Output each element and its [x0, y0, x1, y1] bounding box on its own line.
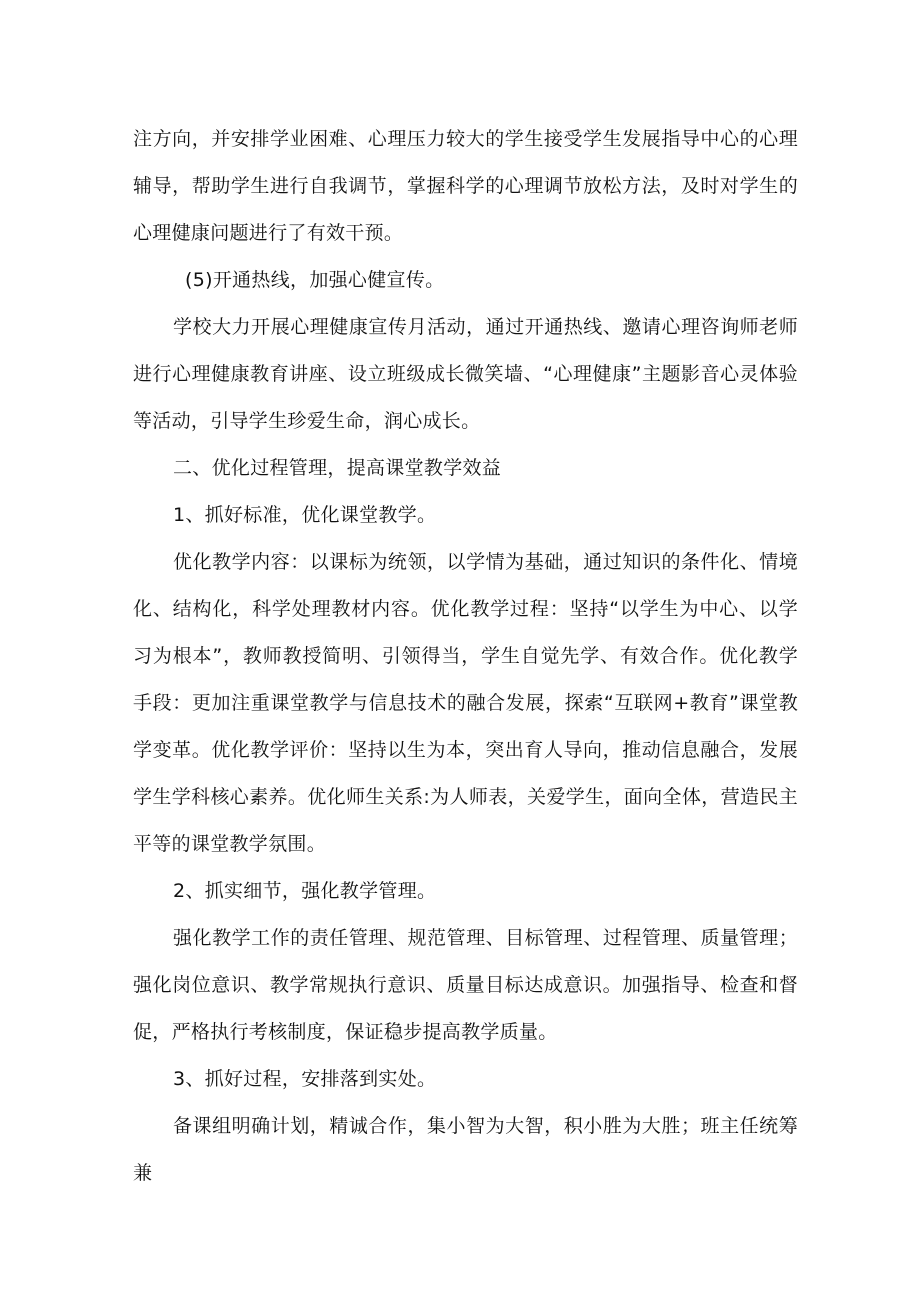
paragraph-mental-health-month: 学校大力开展心理健康宣传月活动，通过开通热线、邀请心理咨询师老师进行心理健康教育讲座、设立班级成长微笑墙、“心理健康”主题影音心灵体验等活动，引导学生珍爱生命，润心成长。	[133, 316, 798, 432]
subheading-process: 3、抓好过程，安排落到实处。	[173, 1068, 437, 1090]
paragraph-optimize-teaching: 优化教学内容：以课标为统领，以学情为基础，通过知识的条件化、情境化、结构化，科学处理教材内容。优化教学过程：坚持“以学生为中心、以学习为根本”，教师教授简明、引领得当，学生自觉先学、有效合作。优化教学手段：更加注重课堂教学与信息技术的融合发展，探索“互联网+教育”课堂教学变革。优化教学评价：坚持以生为本，突出育人导向，推动信息融合，发展学生学科核心素养。优化师生关系:为人师表，关爱学生，面向全体，营造民主平等的课堂教学氛围。	[133, 551, 798, 855]
section-heading-process-management: 二、优化过程管理，提高课堂教学效益	[173, 457, 502, 479]
paragraph-strengthen-management: 强化教学工作的责任管理、规范管理、目标管理、过程管理、质量管理；强化岗位意识、教学常规执行意识、质量目标达成意识。加强指导、检查和督促，严格执行考核制度，保证稳步提高教学质量。	[133, 927, 798, 1043]
subheading-details: 2、抓实细节，强化教学管理。	[173, 880, 437, 902]
paragraph-continuation: 注方向，并安排学业困难、心理压力较大的学生接受学生发展指导中心的心理辅导，帮助学生进行自我调节，掌握科学的心理调节放松方法，及时对学生的心理健康问题进行了有效干预。	[133, 128, 798, 244]
paragraph-lesson-prep: 备课组明确计划，精诚合作，集小智为大智，积小胜为大胜；班主任统筹兼	[133, 1115, 798, 1184]
subheading-standards: 1、抓好标准，优化课堂教学。	[173, 504, 437, 526]
subheading-hotline: (5)开通热线，加强心健宣传。	[185, 269, 445, 291]
document-body	[133, 116, 798, 1197]
